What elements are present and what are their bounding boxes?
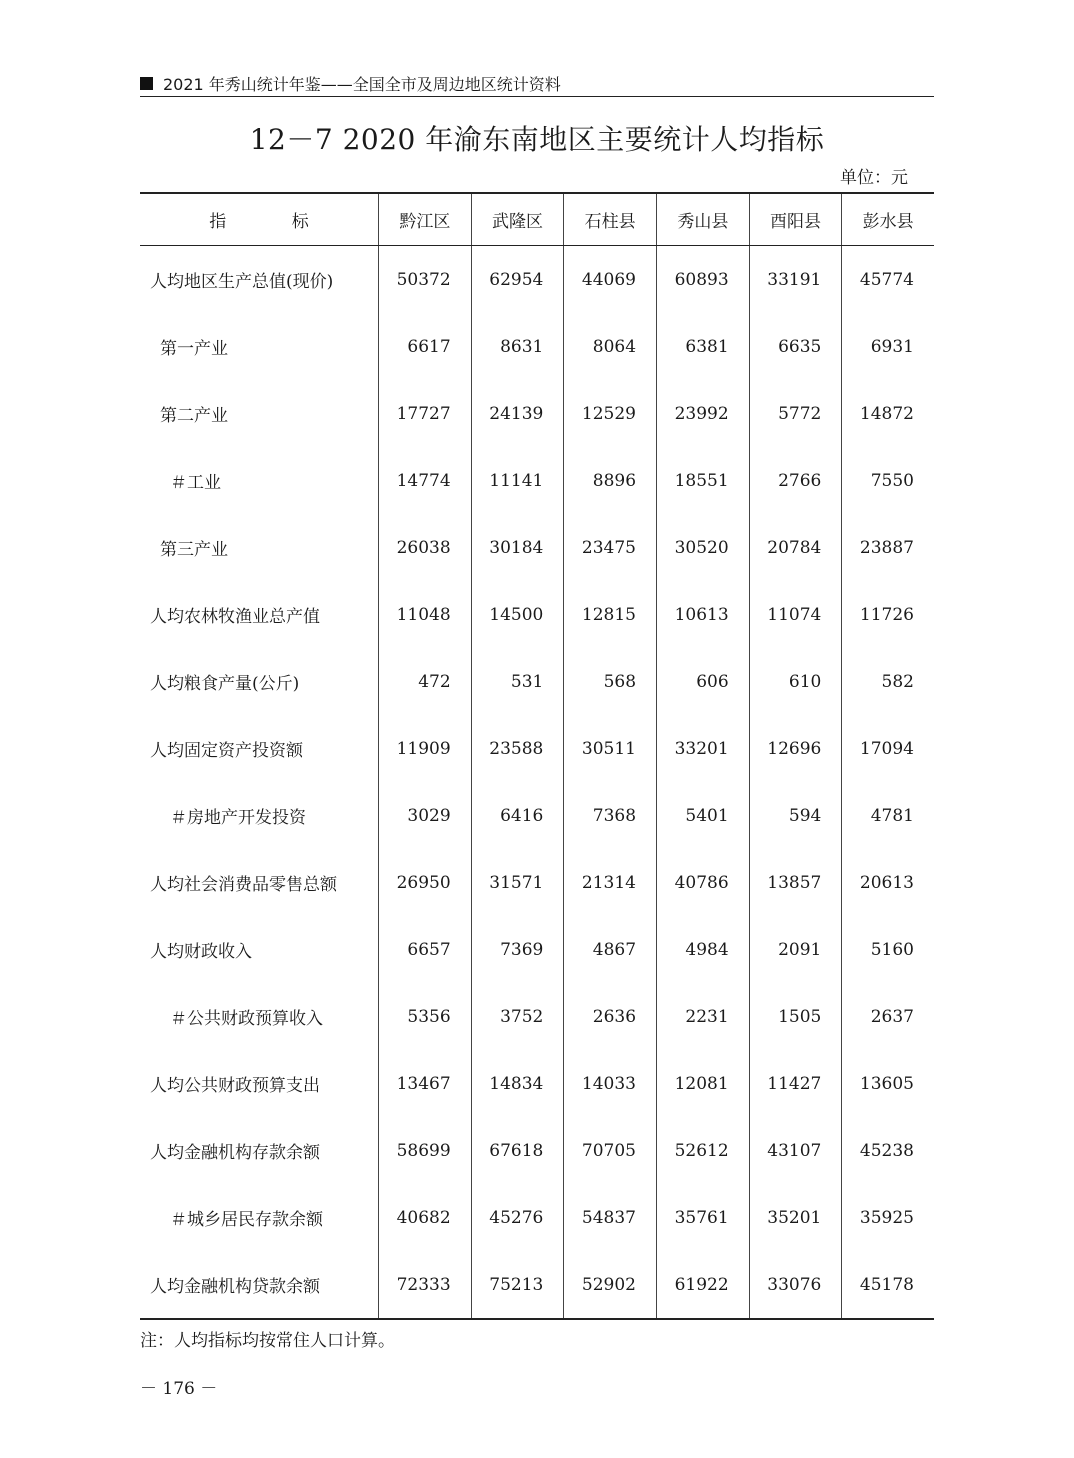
row-label: ＃房地产开发投资 [170,808,306,828]
cell-value: 10613 [657,581,750,648]
cell-value: 20613 [842,849,934,916]
column-header: 石柱县 [564,193,657,246]
cell-value: 75213 [471,1251,564,1319]
row-label: 第三产业 [160,540,228,560]
table-row [140,983,934,1050]
cell-value: 7369 [471,916,564,983]
row-label: 人均金融机构存款余额 [150,1143,320,1163]
row-label: 人均公共财政预算支出 [150,1076,320,1096]
column-header: 彭水县 [842,193,934,246]
table-row [140,514,934,581]
cell-value: 2091 [749,916,842,983]
cell-value: 11074 [749,581,842,648]
table-title: 12－7 2020 年渝东南地区主要统计人均指标 [249,123,825,156]
cell-value: 40786 [657,849,750,916]
cell-value: 17727 [379,380,472,447]
cell-value: 31571 [471,849,564,916]
row-label: 人均粮食产量(公斤) [150,674,300,694]
row-label: 人均农林牧渔业总产值 [150,607,320,627]
cell-value: 5160 [842,916,934,983]
cell-value: 21314 [564,849,657,916]
row-label: 人均地区生产总值(现价) [150,272,334,292]
cell-value: 44069 [564,246,657,314]
cell-value: 50372 [379,246,472,314]
cell-value: 594 [749,782,842,849]
cell-value: 6635 [749,313,842,380]
cell-value: 33191 [749,246,842,314]
cell-value: 472 [379,648,472,715]
row-label: 人均社会消费品零售总额 [150,875,337,895]
cell-value: 26950 [379,849,472,916]
table-row [140,782,934,849]
cell-value: 45276 [471,1184,564,1251]
cell-value: 5772 [749,380,842,447]
cell-value: 12696 [749,715,842,782]
cell-value: 2231 [657,983,750,1050]
table-row [140,1117,934,1184]
cell-value: 20784 [749,514,842,581]
cell-value: 60893 [657,246,750,314]
square-bullet-icon [140,77,153,90]
column-header: 黔江区 [379,193,472,246]
cell-value: 18551 [657,447,750,514]
cell-value: 45238 [842,1117,934,1184]
cell-value: 2636 [564,983,657,1050]
cell-value: 531 [471,648,564,715]
cell-value: 3029 [379,782,472,849]
cell-value: 5401 [657,782,750,849]
cell-value: 6416 [471,782,564,849]
cell-value: 6657 [379,916,472,983]
cell-value: 582 [842,648,934,715]
unit-label: 单位：元 [840,168,908,188]
cell-value: 11427 [749,1050,842,1117]
cell-value: 13467 [379,1050,472,1117]
footnote: 注：人均指标均按常住人口计算。 [140,1331,395,1351]
cell-value: 45178 [842,1251,934,1319]
page-number: － 176 － [140,1379,218,1399]
cell-value: 2637 [842,983,934,1050]
table-row [140,380,934,447]
cell-value: 5356 [379,983,472,1050]
cell-value: 606 [657,648,750,715]
cell-value: 14033 [564,1050,657,1117]
row-label: 第一产业 [160,339,228,359]
indicator-header: 指 标 [140,193,379,246]
table-row [140,1050,934,1117]
cell-value: 23588 [471,715,564,782]
cell-value: 54837 [564,1184,657,1251]
cell-value: 12815 [564,581,657,648]
cell-value: 58699 [379,1117,472,1184]
row-label: 第二产业 [160,406,228,426]
cell-value: 4984 [657,916,750,983]
cell-value: 30520 [657,514,750,581]
cell-value: 23475 [564,514,657,581]
cell-value: 4867 [564,916,657,983]
cell-value: 30184 [471,514,564,581]
cell-value: 30511 [564,715,657,782]
cell-value: 33076 [749,1251,842,1319]
cell-value: 35201 [749,1184,842,1251]
table-row [140,648,934,715]
cell-value: 2766 [749,447,842,514]
row-label: 人均金融机构贷款余额 [150,1277,320,1297]
cell-value: 14500 [471,581,564,648]
running-header [140,70,934,97]
cell-value: 7368 [564,782,657,849]
statistics-table [140,192,934,1320]
cell-value: 45774 [842,246,934,314]
cell-value: 17094 [842,715,934,782]
table-row [140,447,934,514]
cell-value: 568 [564,648,657,715]
cell-value: 61922 [657,1251,750,1319]
table-row [140,715,934,782]
cell-value: 14774 [379,447,472,514]
cell-value: 70705 [564,1117,657,1184]
row-label: ＃工业 [170,473,221,493]
row-label: 人均固定资产投资额 [150,741,303,761]
cell-value: 8064 [564,313,657,380]
table-body [140,246,934,1320]
cell-value: 11141 [471,447,564,514]
cell-value: 52612 [657,1117,750,1184]
row-label: 人均财政收入 [150,942,252,962]
table-row [140,916,934,983]
table-row [140,313,934,380]
cell-value: 1505 [749,983,842,1050]
cell-value: 26038 [379,514,472,581]
cell-value: 4781 [842,782,934,849]
cell-value: 35925 [842,1184,934,1251]
cell-value: 43107 [749,1117,842,1184]
cell-value: 23992 [657,380,750,447]
cell-value: 8631 [471,313,564,380]
cell-value: 72333 [379,1251,472,1319]
cell-value: 610 [749,648,842,715]
table-row [140,1184,934,1251]
table-row [140,581,934,648]
cell-value: 8896 [564,447,657,514]
cell-value: 62954 [471,246,564,314]
cell-value: 40682 [379,1184,472,1251]
column-header: 秀山县 [657,193,750,246]
cell-value: 35761 [657,1184,750,1251]
cell-value: 23887 [842,514,934,581]
column-header: 酉阳县 [749,193,842,246]
cell-value: 12529 [564,380,657,447]
cell-value: 6931 [842,313,934,380]
cell-value: 7550 [842,447,934,514]
cell-value: 14872 [842,380,934,447]
cell-value: 13857 [749,849,842,916]
cell-value: 3752 [471,983,564,1050]
running-header-text: 2021 年秀山统计年鉴——全国全市及周边地区统计资料 [163,74,561,94]
cell-value: 6381 [657,313,750,380]
column-header: 武隆区 [471,193,564,246]
cell-value: 13605 [842,1050,934,1117]
row-label: ＃城乡居民存款余额 [170,1210,323,1230]
table-row [140,1251,934,1319]
cell-value: 11048 [379,581,472,648]
row-label: ＃公共财政预算收入 [170,1009,323,1029]
cell-value: 24139 [471,380,564,447]
table-row [140,246,934,314]
table-header-row [140,193,934,246]
cell-value: 11909 [379,715,472,782]
table-row [140,849,934,916]
cell-value: 12081 [657,1050,750,1117]
cell-value: 11726 [842,581,934,648]
cell-value: 6617 [379,313,472,380]
cell-value: 67618 [471,1117,564,1184]
cell-value: 14834 [471,1050,564,1117]
cell-value: 33201 [657,715,750,782]
cell-value: 52902 [564,1251,657,1319]
